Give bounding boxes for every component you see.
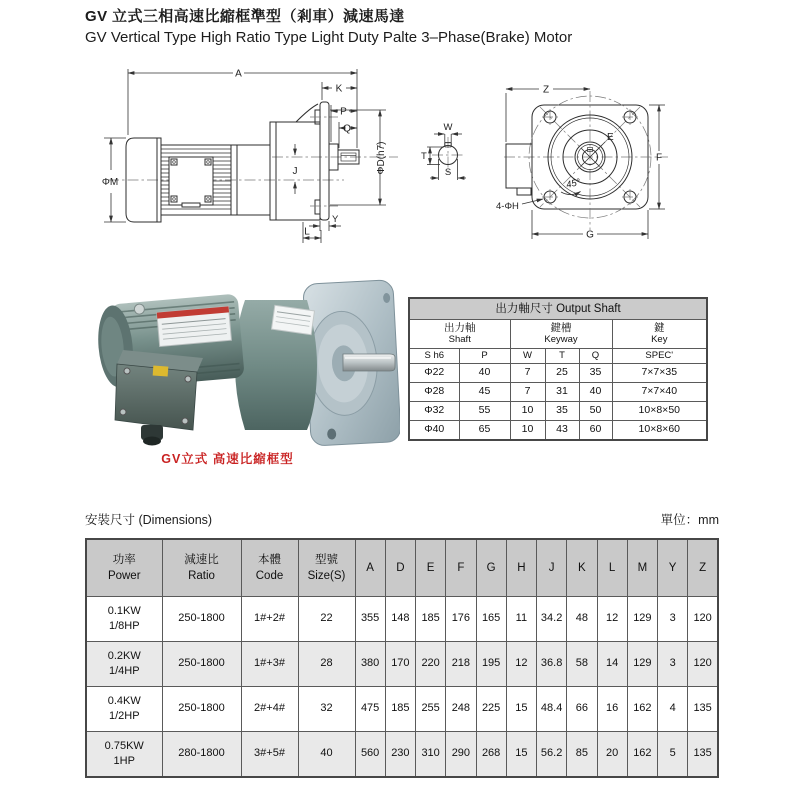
dim-cell: 310 xyxy=(416,732,446,778)
group-header-key: 鍵 Key xyxy=(612,320,707,349)
dim-col-header: 減速比 Ratio xyxy=(162,539,241,597)
power-cell: 0.1KW 1/8HP xyxy=(86,597,162,642)
dim-cell: 12 xyxy=(597,597,627,642)
dim-col-header: G xyxy=(476,539,506,597)
dim-cell: 185 xyxy=(416,597,446,642)
dim-label-j: J xyxy=(292,166,298,177)
front-view-drawing xyxy=(420,58,720,264)
dim-cell: 250-1800 xyxy=(162,597,241,642)
dim-label-f: F xyxy=(655,152,663,164)
dim-col-header: D xyxy=(385,539,415,597)
dim-cell: 66 xyxy=(567,687,597,732)
dim-label-y: Y xyxy=(332,214,339,225)
input-housing xyxy=(506,144,532,188)
dim-cell: 48 xyxy=(567,597,597,642)
dim-cell: 56.2 xyxy=(537,732,567,778)
dim-cell: 120 xyxy=(688,597,718,642)
dimensions-table xyxy=(85,538,719,778)
os-cell: Φ28 xyxy=(409,383,459,402)
table-row xyxy=(86,732,718,778)
dim-cell: 20 xyxy=(597,732,627,778)
dim-cell: 280-1800 xyxy=(162,732,241,778)
os-cell: 40 xyxy=(459,364,510,383)
dim-cell: 40 xyxy=(298,732,355,778)
dim-cell: 14 xyxy=(597,642,627,687)
os-cell: Φ22 xyxy=(409,364,459,383)
dim-cell: 5 xyxy=(658,732,688,778)
dim-cell: 32 xyxy=(298,687,355,732)
dim-cell: 12 xyxy=(506,642,536,687)
os-col-header: P xyxy=(459,349,510,364)
dim-cell: 165 xyxy=(476,597,506,642)
dim-col-header: L xyxy=(597,539,627,597)
photo-gearbox xyxy=(235,300,317,430)
photo-terminal-box xyxy=(115,350,203,446)
os-cell: 40 xyxy=(579,383,612,402)
os-cell: 10×8×50 xyxy=(612,402,707,421)
dim-col-header: Z xyxy=(688,539,718,597)
dim-cell: 85 xyxy=(567,732,597,778)
os-col-header: W xyxy=(510,349,545,364)
dim-col-header: K xyxy=(567,539,597,597)
os-cell: 35 xyxy=(579,364,612,383)
photo-shaft xyxy=(343,354,395,371)
dim-label-g: G xyxy=(586,229,594,241)
angle-label: 45° xyxy=(565,176,582,191)
power-cell: 0.75KW 1HP xyxy=(86,732,162,778)
group-header-shaft: 出力軸 Shaft xyxy=(409,320,510,349)
dim-cell: 58 xyxy=(567,642,597,687)
dim-cell: 16 xyxy=(597,687,627,732)
os-cell: 43 xyxy=(545,421,579,441)
dim-cell: 34.2 xyxy=(537,597,567,642)
dim-cell: 162 xyxy=(627,687,657,732)
dim-cell: 230 xyxy=(385,732,415,778)
os-cell: 31 xyxy=(545,383,579,402)
page-title-chinese: GV 立式三相高速比縮框準型（剎車）減速馬達 xyxy=(85,8,405,25)
dim-label-z: Z xyxy=(542,84,550,96)
os-cell: 65 xyxy=(459,421,510,441)
dim-cell: 120 xyxy=(688,642,718,687)
os-cell: 7×7×35 xyxy=(612,364,707,383)
os-cell: Φ32 xyxy=(409,402,459,421)
page-title-english: GV Vertical Type High Ratio Type Light Duty Palte 3–Phase(Brake) Motor xyxy=(85,29,573,46)
dim-cell: 250-1800 xyxy=(162,642,241,687)
warning-sticker xyxy=(153,366,169,377)
dim-cell: 129 xyxy=(627,642,657,687)
os-cell: 7 xyxy=(510,383,545,402)
dim-col-header: A xyxy=(355,539,385,597)
os-cell: 7×7×40 xyxy=(612,383,707,402)
os-col-header: T xyxy=(545,349,579,364)
dim-label-t: T xyxy=(421,151,427,162)
table-row xyxy=(86,687,718,732)
table-row xyxy=(409,364,707,383)
os-cell: 50 xyxy=(579,402,612,421)
dim-cell: 218 xyxy=(446,642,476,687)
dim-col-header: J xyxy=(537,539,567,597)
dim-cell: 3 xyxy=(658,597,688,642)
dim-label-a: A xyxy=(235,68,242,80)
os-cell: 35 xyxy=(545,402,579,421)
dim-cell: 185 xyxy=(385,687,415,732)
dim-col-header: M xyxy=(627,539,657,597)
os-cell: 55 xyxy=(459,402,510,421)
dim-col-header: 功率 Power xyxy=(86,539,162,597)
table-row xyxy=(86,642,718,687)
dimensions-section-label: 安裝尺寸 (Dimensions) xyxy=(85,513,213,527)
table-row xyxy=(409,383,707,402)
dim-cell: 48.4 xyxy=(537,687,567,732)
dim-cell: 355 xyxy=(355,597,385,642)
dim-cell: 28 xyxy=(298,642,355,687)
dim-cell: 250-1800 xyxy=(162,687,241,732)
os-cell: 60 xyxy=(579,421,612,441)
dim-cell: 475 xyxy=(355,687,385,732)
dim-label-p: P xyxy=(340,106,347,118)
dim-cell: 22 xyxy=(298,597,355,642)
dim-cell: 380 xyxy=(355,642,385,687)
dim-label-d: ΦD(h7) xyxy=(376,141,387,175)
power-cell: 0.4KW 1/2HP xyxy=(86,687,162,732)
output-shaft-column-row xyxy=(409,349,707,364)
dim-cell: 176 xyxy=(446,597,476,642)
dim-cell: 11 xyxy=(506,597,536,642)
os-cell: Φ40 xyxy=(409,421,459,441)
dim-col-header: Y xyxy=(658,539,688,597)
mounting-flange xyxy=(320,102,329,220)
product-photo xyxy=(85,278,400,450)
dim-cell: 129 xyxy=(627,597,657,642)
dim-col-header: H xyxy=(506,539,536,597)
dim-cell: 15 xyxy=(506,732,536,778)
dim-cell: 148 xyxy=(385,597,415,642)
power-cell: 0.2KW 1/4HP xyxy=(86,642,162,687)
os-cell: 10 xyxy=(510,421,545,441)
dim-col-header: 本體 Code xyxy=(241,539,298,597)
output-shaft-table-title: 出力軸尺寸 Output Shaft xyxy=(409,298,707,320)
dim-cell: 1#+3# xyxy=(241,642,298,687)
side-view-drawing xyxy=(98,60,420,266)
dim-cell: 255 xyxy=(416,687,446,732)
group-header-keyway: 鍵槽 Keyway xyxy=(510,320,612,349)
photo-nameplate xyxy=(157,306,232,346)
table-row xyxy=(409,402,707,421)
dim-cell: 4 xyxy=(658,687,688,732)
dim-cell: 248 xyxy=(446,687,476,732)
unit-label: 單位：mm xyxy=(660,513,719,527)
os-cell: 45 xyxy=(459,383,510,402)
dim-label-s: S xyxy=(444,167,452,178)
dim-col-header: F xyxy=(446,539,476,597)
dim-cell: 15 xyxy=(506,687,536,732)
holes-label: 4-ΦH xyxy=(496,201,519,212)
dimensions-header-row xyxy=(86,539,718,597)
dim-label-w: W xyxy=(443,122,453,133)
dim-cell: 135 xyxy=(688,687,718,732)
os-col-header: S h6 xyxy=(409,349,459,364)
os-col-header: Q xyxy=(579,349,612,364)
dim-cell: 268 xyxy=(476,732,506,778)
dim-cell: 2#+4# xyxy=(241,687,298,732)
dim-cell: 170 xyxy=(385,642,415,687)
dim-cell: 162 xyxy=(627,732,657,778)
dim-col-header: E xyxy=(416,539,446,597)
dim-label-e: E xyxy=(607,132,614,143)
dim-cell: 560 xyxy=(355,732,385,778)
dim-label-q: Q xyxy=(343,123,351,135)
dim-cell: 195 xyxy=(476,642,506,687)
os-cell: 10×8×60 xyxy=(612,421,707,441)
output-shaft-table xyxy=(408,297,708,441)
dim-cell: 290 xyxy=(446,732,476,778)
dim-cell: 225 xyxy=(476,687,506,732)
dim-cell: 135 xyxy=(688,732,718,778)
table-row xyxy=(86,597,718,642)
dim-label-l: L xyxy=(304,226,310,238)
photo-caption: GV立式 高速比縮框型 xyxy=(161,452,294,466)
os-cell: 7 xyxy=(510,364,545,383)
dim-cell: 1#+2# xyxy=(241,597,298,642)
os-cell: 25 xyxy=(545,364,579,383)
dim-label-m: ΦM xyxy=(101,177,119,188)
dim-cell: 220 xyxy=(416,642,446,687)
table-row xyxy=(409,421,707,441)
dim-label-k: K xyxy=(335,83,343,95)
dim-cell: 3#+5# xyxy=(241,732,298,778)
os-cell: 10 xyxy=(510,402,545,421)
dim-col-header: 型號 Size(S) xyxy=(298,539,355,597)
dim-cell: 36.8 xyxy=(537,642,567,687)
os-col-header: SPEC' xyxy=(612,349,707,364)
dim-cell: 3 xyxy=(658,642,688,687)
